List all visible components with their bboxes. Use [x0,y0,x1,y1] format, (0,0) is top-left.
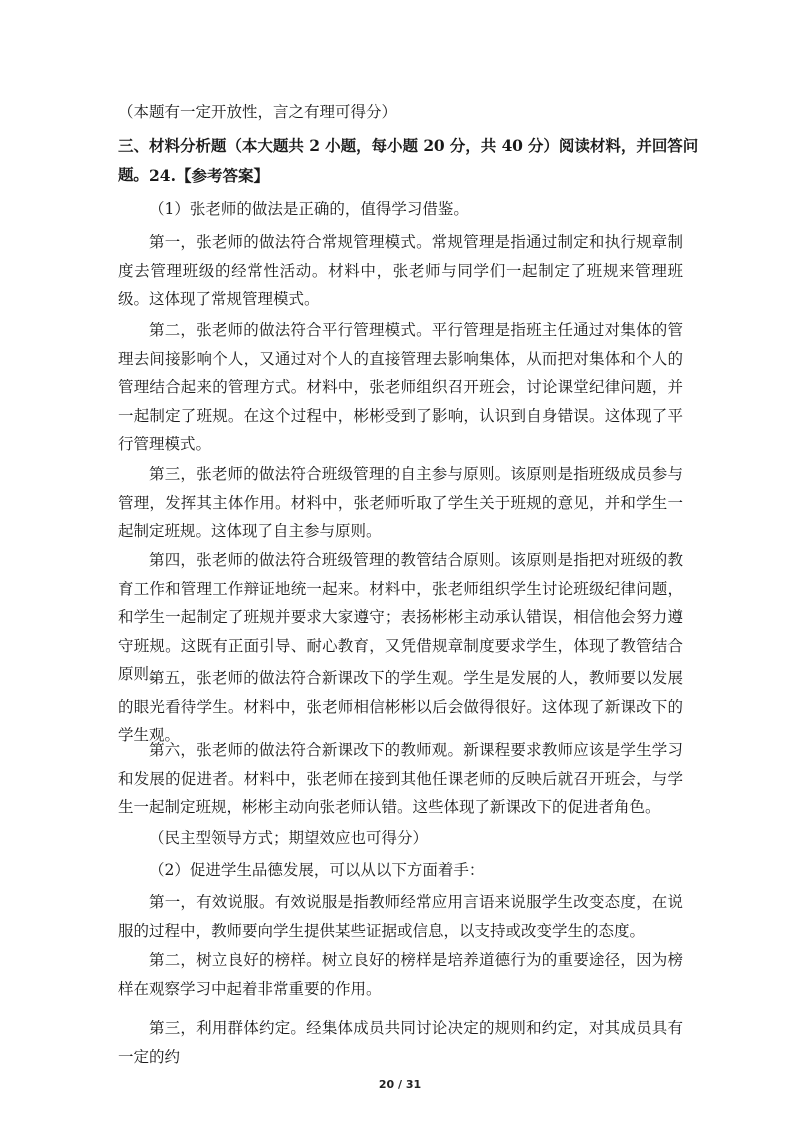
paragraph-8: （2）促进学生品德发展，可以从以下方面着手： [149,861,485,879]
paragraph-4: 第三，张老师的做法符合班级管理的自主参与原则。该原则是指班级成员参与管理，发挥其主体作用。材料中，张老师听取了学生关于班规的意见，并和学生一起制定班规。这体现了自主参与原则。 [118,465,683,540]
paragraph-9: 第一，有效说服。有效说服是指教师经常应用言语来说服学生改变态度，在说服的过程中，教师要向学生提供某些证据或信息，以支持或改变学生的态度。 [118,893,683,940]
paragraph-5: 第四，张老师的做法符合班级管理的教管结合原则。该原则是指把对班级的教育工作和管理工作辩证地统一起来。材料中，张老师组织学生讨论班级纪律问题，和学生一起制定了班规并要求大家遵守；表扬彬彬主动承认错误，相信他会努力遵守班规。这既有正面引导、耐心教育，又凭借规章制度要求学生，体现了教管结合原则。 [118,551,683,683]
note-alternative: （民主型领导方式；期望效应也可得分） [149,829,429,847]
section-heading: 三、材料分析题（本大题共 2 小题，每小题 20 分，共 40 分）阅读材料，并回答问题。 [118,136,698,184]
paragraph-10: 第二，树立良好的榜样。树立良好的榜样是培养道德行为的重要途径，因为榜样在观察学习中起着非常重要的作用。 [118,951,683,998]
paragraph-2: 第一，张老师的做法符合常规管理模式。常规管理是指通过制定和执行规章制度去管理班级的经常性活动。材料中，张老师与同学们一起制定了班规来管理班级。这体现了常规管理模式。 [118,233,683,308]
paragraph-6: 第五，张老师的做法符合新课改下的学生观。学生是发展的人，教师要以发展的眼光看待学生。材料中，张老师相信彬彬以后会做得很好。这体现了新课改下的学生观。 [118,669,683,744]
paragraph-7: 第六，张老师的做法符合新课改下的教师观。新课程要求教师应该是学生学习和发展的促进者。材料中，张老师在接到其他任课老师的反映后就召开班会，与学生一起制定班规，彬彬主动向张老师认错。这些体现了新课改下的促进者角色。 [118,741,683,816]
paragraph-11: 第三，利用群体约定。经集体成员共同讨论决定的规则和约定，对其成员具有一定的约 [118,1019,683,1066]
answer-heading: 24.【参考答案】 [149,166,269,185]
page-number: 20 / 31 [378,1078,422,1091]
paragraph-3: 第二，张老师的做法符合平行管理模式。平行管理是指班主任通过对集体的管理去间接影响个人，又通过对个人的直接管理去影响集体，从而把对集体和个人的管理结合起来的管理方式。材料中，张老师组织召开班会，讨论课堂纪律问题，并一起制定了班规。在这个过程中，彬彬受到了影响，认识到自身错误。这体现了平行管理模式。 [118,321,683,453]
note-open-answer: （本题有一定开放性，言之有理可得分） [118,103,398,121]
paragraph-1: （1）张老师的做法是正确的，值得学习借鉴。 [149,200,469,218]
